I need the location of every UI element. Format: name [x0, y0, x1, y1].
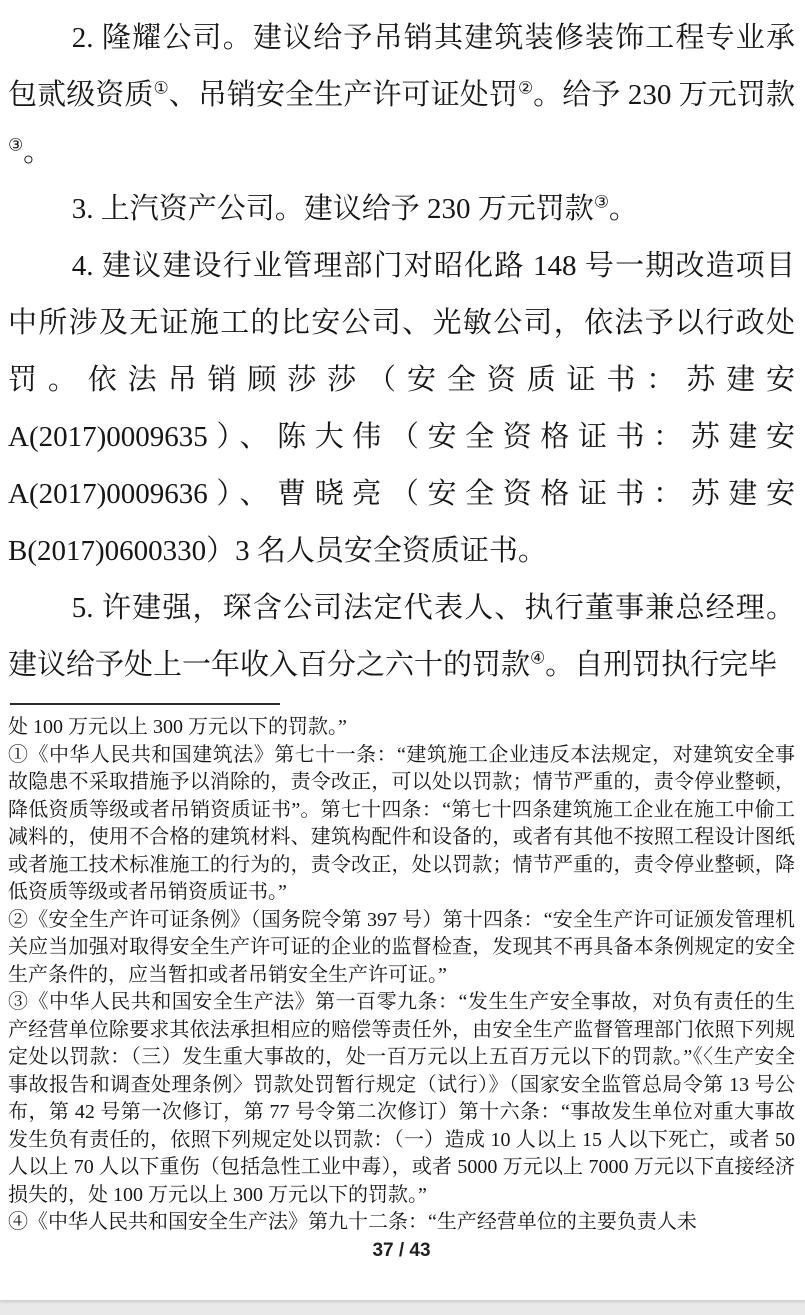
footnote-separator	[10, 703, 280, 705]
text-segment: 。	[23, 136, 53, 168]
footnotes-block	[8, 714, 795, 1237]
text-segment: 5. 许建强，琛含公司法定代表人、执行董事兼总经理。建议给予处上一年收入百分之六十的罚款	[8, 592, 795, 681]
text-segment: 、吊销安全生产许可证处罚	[168, 79, 518, 111]
footnote-continuation: 处 100 万元以上 300 万元以下的罚款。”	[8, 716, 347, 738]
footnote-ref-superscript: ③	[8, 135, 24, 155]
footnote-item-2: ②《安全生产许可证条例》（国务院令第 397 号）第十四条：“安全生产许可证颁发管理机关应当加强对取得安全生产许可证的企业的监督检查，发现其不再具备本条例规定的安全生产条件的，应当暂扣或者吊销安全生产许可证。”	[8, 908, 795, 986]
text-segment: 3. 上汽资产公司。建议给予 230 万元罚款	[71, 193, 594, 225]
footnote-ref-superscript: ②	[517, 78, 534, 98]
body-paragraph-2	[8, 10, 795, 181]
body-paragraph-4	[8, 238, 795, 580]
footnote-item-3: ③《中华人民共和国安全生产法》第一百零九条：“发生生产安全事故，对负有责任的生产经营单位除要求其依法承担相应的赔偿等责任外，由安全生产监督管理部门依照下列规定处以罚款：（三）发生重大事故的，处一百万元以上五百万元以下的罚款。”《〈生产安全事故报告和调查处理条例〉罚款处罚暂行规定（试行）》（国家安全监管总局令第 13 号公布，第 42 号第一次修订，第 77 号令第二次修订）第十六条：“事故发生单位对重大事故发生负有责任的，依照下列规定处以罚款：（一）造成 10 人以上 15 人以下死亡，或者 50 人以上 70 人以下重伤（包括急性工业中毒），或者 5000 万元以上 7000 万元以下直接经济损失的，处 100 万元以上 300 万元以下的罚款。”	[8, 991, 795, 1206]
footnote-ref-superscript: ③	[593, 192, 609, 212]
footnote-item-1: ①《中华人民共和国建筑法》第七十一条：“建筑施工企业违反本法规定，对建筑安全事故隐患不采取措施予以消除的，责令改正，可以处以罚款；情节严重的，责令停业整顿，降低资质等级或者吊销资质证书”。第七十四条：“第七十四条建筑施工企业在施工中偷工减料的，使用不合格的建筑材料、建筑构配件和设备的，或者有其他不按照工程设计图纸或者施工技术标准施工的行为的，责令改正，处以罚款；情节严重的，责令停业整顿，降低资质等级或者吊销资质证书。”	[8, 743, 795, 903]
footnote-ref-superscript: ④	[530, 648, 546, 668]
text-segment: 2. 隆耀公司。建议给予吊销其建筑装修装饰工程专业承包贰级资质	[8, 22, 795, 111]
main-text-block	[8, 10, 795, 694]
text-segment: 。自刑罚执行完毕	[545, 649, 778, 681]
body-paragraph-5	[8, 580, 795, 694]
text-segment: 。给予 230 万元罚款	[533, 79, 795, 111]
text-segment: 4. 建议建设行业管理部门对昭化路 148 号一期改造项目中所涉及无证施工的比安公司、光敏公司，依法予以行政处罚。依法吊销顾莎莎（安全资质证书：苏建安 A(2017)0009635）、陈大伟（安全资格证书：苏建安 A(2017)0009636）、曹晓亮（安全资格证书：苏建安 B(2017)0600330）3 名人员安全资质证书。	[8, 250, 795, 567]
footnote-item-4: ④《中华人民共和国安全生产法》第九十二条：“生产经营单位的主要负责人未	[8, 1211, 697, 1233]
footnote-ref-superscript: ①	[153, 78, 169, 98]
body-paragraph-3	[8, 181, 795, 238]
text-segment: 。	[608, 193, 638, 225]
page-number: 37 / 43	[372, 1239, 431, 1261]
